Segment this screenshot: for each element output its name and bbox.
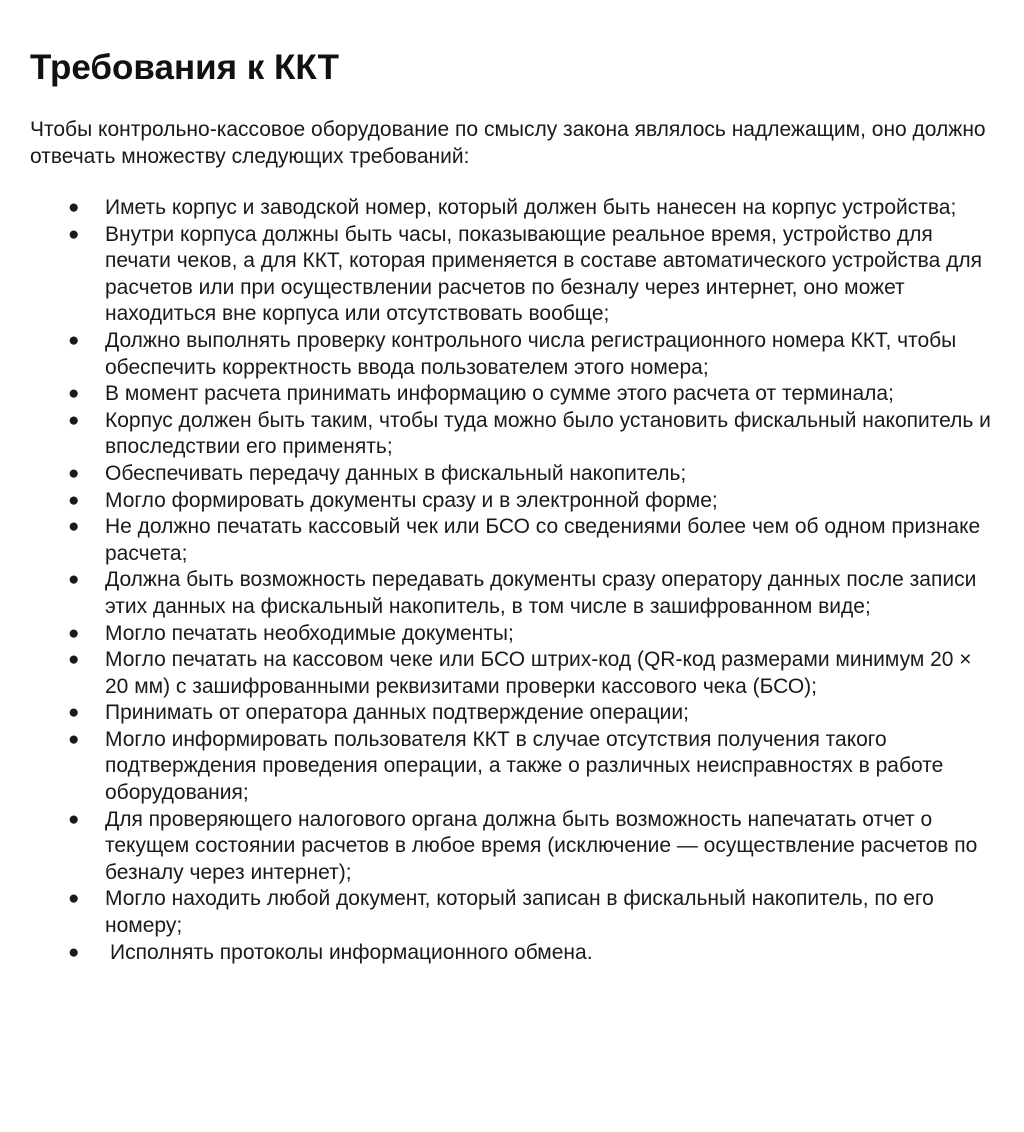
list-item	[30, 700, 1000, 727]
intro-paragraph: Чтобы контрольно-кассовое оборудование по смыслу закона являлось надлежащим, оно должно отвечать множеству следующих требований:	[30, 118, 986, 168]
list-item-text: Корпус должен быть таким, чтобы туда можно было установить фискальный накопитель и впоследствии его применять;	[105, 408, 991, 459]
list-item-text: Должна быть возможность передавать документы сразу оператору данных после записи этих данных на фискальный накопитель, в том числе в зашифрованном виде;	[105, 568, 977, 618]
list-item	[30, 328, 1000, 381]
list-item	[30, 195, 1000, 222]
list-item	[30, 621, 1000, 648]
list-item-text: Исполнять протоколы информационного обмена.	[110, 940, 593, 964]
list-item-text: Могло информировать пользователя ККТ в случае отсутствия получения такого подтверждения проведения операции, а также о различных неисправностях в работе оборудования;	[105, 727, 944, 805]
list-item-text: Принимать от оператора данных подтверждение операции;	[105, 701, 689, 725]
bullet-icon: ●	[68, 728, 80, 750]
list-item	[30, 647, 1000, 700]
bullet-icon: ●	[68, 808, 80, 830]
list-item	[30, 488, 1000, 515]
page-title: Требования к ККТ	[30, 48, 339, 87]
list-item-text: Обеспечивать передачу данных в фискальный накопитель;	[105, 461, 687, 485]
bullet-icon: ●	[68, 223, 80, 245]
bullet-icon: ●	[68, 888, 80, 910]
list-item	[30, 461, 1000, 488]
list-item-text: Иметь корпус и заводской номер, который должен быть нанесен на корпус устройства;	[105, 196, 957, 219]
bullet-icon: ●	[68, 569, 80, 591]
bullet-icon: ●	[68, 941, 80, 963]
list-item-text: Не должно печатать кассовый чек или БСО со сведениями более чем об одном признаке расчета;	[105, 515, 981, 565]
list-item	[30, 567, 1000, 620]
list-item-text: Могло печатать необходимые документы;	[105, 621, 514, 645]
list-item-text: Для проверяющего налогового органа должна быть возможность напечатать отчет о текущем состоянии расчетов в любое время (исключение — осуществление расчетов по безналу через интернет);	[105, 807, 978, 884]
list-item	[30, 807, 1000, 887]
list-item	[30, 514, 1000, 567]
list-item	[30, 381, 1000, 408]
bullet-icon: ●	[68, 462, 80, 484]
list-item	[30, 222, 1000, 328]
list-item	[30, 940, 1000, 967]
bullet-icon: ●	[68, 329, 80, 351]
list-item	[30, 886, 1000, 939]
bullet-icon: ●	[68, 197, 80, 218]
list-item	[30, 408, 1000, 461]
list-item-text: В момент расчета принимать информацию о сумме этого расчета от терминала;	[105, 382, 894, 406]
list-item-text: Должно выполнять проверку контрольного числа регистрационного номера ККТ, чтобы обеспечить корректность ввода пользователем этого номера;	[105, 328, 957, 379]
requirements-list	[30, 195, 994, 966]
bullet-icon: ●	[68, 622, 80, 644]
bullet-icon: ●	[68, 516, 80, 538]
list-item-text: Внутри корпуса должны быть часы, показывающие реальное время, устройство для печати чеков, а для ККТ, которая применяется в составе автоматического устройства для расчетов или при осуществлении расчетов по безналу через интернет, оно может находиться вне корпуса или отсутствовать вообще;	[105, 222, 982, 326]
list-item-text: Могло находить любой документ, который записан в фискальный накопитель, по его номеру;	[105, 887, 934, 938]
list-item-text: Могло печатать на кассовом чеке или БСО штрих-код (QR-код размерами минимум 20 × 20 мм) с зашифрованными реквизитами проверки кассового чека (БСО);	[105, 648, 972, 698]
bullet-icon: ●	[68, 383, 80, 405]
bullet-icon: ●	[68, 489, 80, 511]
bullet-icon: ●	[68, 649, 80, 671]
bullet-icon: ●	[68, 702, 80, 724]
list-item-text: Могло формировать документы сразу и в электронной форме;	[105, 488, 718, 512]
list-item	[30, 727, 1000, 807]
bullet-icon: ●	[68, 409, 80, 431]
